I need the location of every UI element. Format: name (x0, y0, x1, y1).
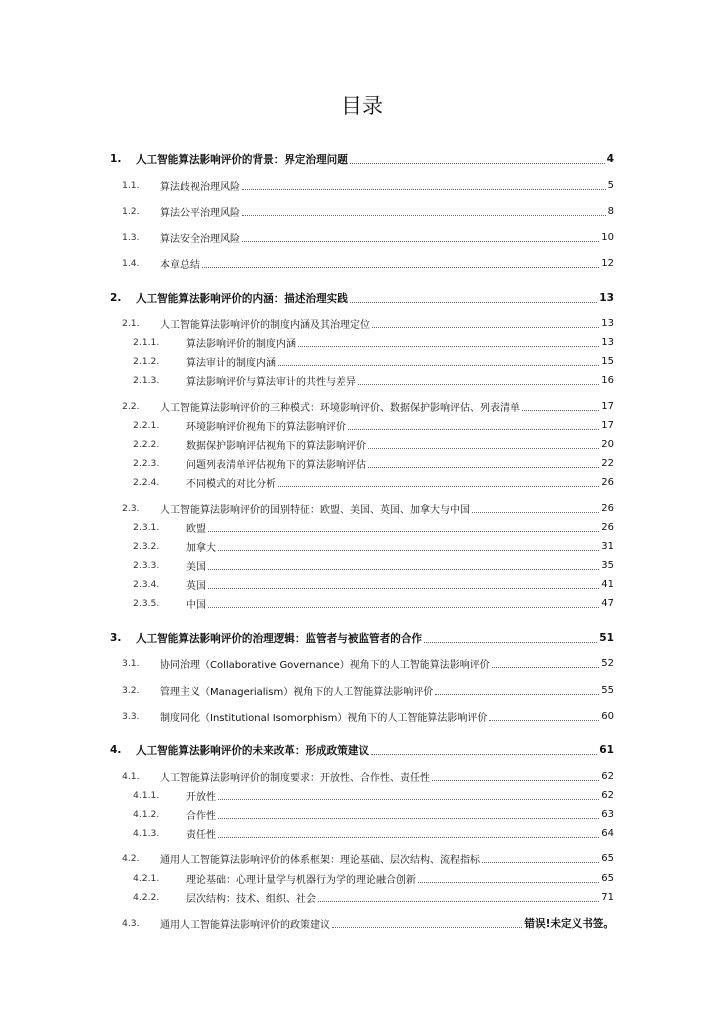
toc-entry-number: 2.3.1. (133, 521, 160, 533)
toc-entry-page: 41 (601, 578, 614, 590)
toc-entry-title: 人工智能算法影响评价的未来改革：形成政策建议 (136, 744, 370, 757)
toc-entry-number: 4.1. (122, 770, 140, 782)
toc-entry-number: 2. (110, 292, 122, 304)
dot-leader (432, 780, 599, 781)
toc-entry-title: 算法审计的制度内涵 (186, 357, 276, 369)
toc-entry-number: 4.2.2. (133, 891, 160, 903)
dot-leader (208, 607, 599, 608)
dot-leader (424, 642, 597, 643)
toc-entry-title: 理论基础：心理计量学与机器行为学的理论融合创新 (186, 874, 416, 886)
dot-leader (208, 588, 599, 589)
toc-entry-number: 2.2. (122, 400, 140, 412)
toc-entry-level2[interactable] (122, 397, 614, 415)
toc-entry-page: 13 (601, 336, 614, 348)
toc-entry-title: 数据保护影响评估视角下的算法影响评价 (186, 440, 366, 452)
toc-entry-number: 4.2.1. (133, 872, 160, 884)
toc-entry-page: 35 (601, 559, 614, 571)
toc-entry-title: 合作性 (186, 810, 216, 822)
toc-entry-level3[interactable] (133, 786, 614, 804)
toc-entry-page: 22 (601, 457, 614, 469)
toc-entry-level3[interactable] (133, 575, 614, 593)
dot-leader (472, 512, 599, 513)
toc-entry-number: 3.3. (122, 710, 140, 722)
dot-leader (278, 486, 599, 487)
toc-entry-title: 算法歧视治理风险 (160, 181, 240, 193)
toc-entry-number: 3.2. (122, 684, 140, 696)
toc-entry-number: 3.1. (122, 657, 140, 669)
toc-entry-title: 加拿大 (186, 542, 216, 554)
toc-entry-page: 5 (607, 179, 614, 191)
toc-entry-page: 16 (601, 374, 614, 386)
toc-entry-title: 协同治理（Collaborative Governance）视角下的人工智能算法影响评价 (160, 659, 490, 671)
toc-entry-number: 2.3. (122, 502, 140, 514)
toc-entry-title: 英国 (186, 580, 206, 592)
dot-leader (418, 882, 599, 883)
toc-entry-title: 人工智能算法影响评价的背景：界定治理问题 (136, 153, 348, 166)
toc-entry-number: 4.3. (122, 917, 140, 929)
toc-entry-title: 美国 (186, 561, 206, 573)
toc-entry-page: 13 (601, 317, 614, 329)
toc-entry-title: 管理主义（Managerialism）视角下的人工智能算法影响评价 (160, 686, 434, 698)
toc-entry-title: 人工智能算法影响评价的内涵：描述治理实践 (136, 292, 348, 305)
toc-entry-title: 人工智能算法影响评价的制度内涵及其治理定位 (160, 319, 370, 331)
toc-entry-title: 开放性 (186, 791, 216, 803)
dot-leader (208, 569, 599, 570)
toc-entry-title: 算法安全治理风险 (160, 233, 240, 245)
page-title: 目录 (341, 94, 383, 118)
dot-leader (348, 429, 599, 430)
toc-entry-number: 1.3. (122, 231, 140, 243)
dot-leader (242, 189, 606, 190)
toc-entry-page: 17 (601, 400, 614, 412)
toc-entry-level1[interactable] (110, 289, 614, 307)
toc-entry-number: 1.4. (122, 257, 140, 269)
dot-leader (202, 267, 599, 268)
toc-entry-level3[interactable] (133, 556, 614, 574)
dot-leader (358, 384, 599, 385)
dot-leader (350, 302, 597, 303)
dot-leader (350, 163, 605, 164)
toc-entry-page: 26 (601, 476, 614, 488)
toc-entry-page: 60 (601, 710, 614, 722)
toc-entry-page: 17 (601, 419, 614, 431)
toc-entry-level3[interactable] (133, 518, 614, 536)
toc-entry-title: 中国 (186, 599, 206, 611)
toc-entry-title: 环境影响评价视角下的算法影响评价 (186, 421, 346, 433)
toc-entry-title: 本章总结 (160, 259, 200, 271)
toc-entry-level1[interactable] (110, 629, 614, 647)
toc-entry-number: 4.2. (122, 852, 140, 864)
toc-entry-level2[interactable] (122, 499, 614, 517)
toc-entry-page: 61 (599, 744, 614, 756)
toc-entry-page: 20 (601, 438, 614, 450)
toc-entry-level1[interactable] (110, 741, 614, 759)
toc-entry-page: 64 (601, 827, 614, 839)
toc-entry-title: 制度同化（Institutional Isomorphism）视角下的人工智能算法影响评价 (160, 712, 488, 724)
toc-entry-title: 算法影响评价与算法审计的共性与差异 (186, 376, 356, 388)
toc-entry-page: 62 (601, 770, 614, 782)
dot-leader (218, 818, 599, 819)
toc-entry-number: 2.2.3. (133, 457, 160, 469)
toc-entry-number: 4.1.2. (133, 808, 160, 820)
toc-entry-number: 2.2.1. (133, 419, 160, 431)
dot-leader (372, 327, 599, 328)
toc-entry-number: 2.3.2. (133, 540, 160, 552)
dot-leader (218, 837, 599, 838)
toc-entry-page: 8 (607, 205, 614, 217)
toc-entry-title: 算法公平治理风险 (160, 207, 240, 219)
dot-leader (332, 927, 522, 928)
toc-entry-page: 15 (601, 355, 614, 367)
toc-entry-number: 1.2. (122, 205, 140, 217)
toc-entry-level3[interactable] (133, 824, 614, 842)
toc-entry-level1[interactable] (110, 150, 614, 168)
dot-leader (371, 754, 597, 755)
toc-entry-title: 通用人工智能算法影响评价的体系框架：理论基础、层次结构、流程指标 (160, 854, 480, 866)
toc-entry-level2[interactable] (122, 254, 614, 272)
toc-entry-level3[interactable] (133, 454, 614, 472)
toc-entry-level3[interactable] (133, 594, 614, 612)
toc-entry-level2[interactable] (122, 849, 614, 867)
toc-entry-title: 人工智能算法影响评价的三种模式：环境影响评价、数据保护影响评估、列表清单 (160, 402, 520, 414)
toc-entry-page: 52 (601, 657, 614, 669)
toc-entry-number: 3. (110, 632, 122, 644)
toc-entry-page: 13 (599, 292, 614, 304)
toc-entry-page: 10 (601, 231, 614, 243)
toc-entry-title: 责任性 (186, 829, 216, 841)
toc-entry-number: 4.1.3. (133, 827, 160, 839)
toc-entry-number: 2.1. (122, 317, 140, 329)
toc-entry-level3[interactable] (133, 473, 614, 491)
toc-entry-level2[interactable] (122, 654, 614, 672)
dot-leader (208, 531, 599, 532)
toc-entry-number: 1. (110, 153, 122, 165)
toc-entry-page: 26 (601, 521, 614, 533)
toc-entry-number: 2.3.3. (133, 559, 160, 571)
dot-leader (318, 901, 599, 902)
toc-entry-level2[interactable] (122, 202, 614, 220)
dot-leader (435, 694, 599, 695)
dot-leader (218, 799, 599, 800)
toc-entry-title: 欧盟 (186, 523, 206, 535)
toc-entry-level3[interactable] (133, 416, 614, 434)
toc-entry-number: 1.1. (122, 179, 140, 191)
toc-entry-level3[interactable] (133, 537, 614, 555)
toc-entry-number: 2.1.3. (133, 374, 160, 386)
dot-leader (242, 215, 606, 216)
toc-entry-title: 不同模式的对比分析 (186, 478, 276, 490)
toc-entry-page: 71 (601, 891, 614, 903)
toc-entry-level3[interactable] (133, 352, 614, 370)
toc-entry-level3[interactable] (133, 435, 614, 453)
toc-entry-title: 人工智能算法影响评价的制度要求：开放性、合作性、责任性 (160, 772, 430, 784)
toc-entry-page: 26 (601, 502, 614, 514)
toc-entry-level3[interactable] (133, 888, 614, 906)
toc-entry-level2[interactable] (122, 228, 614, 246)
toc-entry-title: 算法影响评价的制度内涵 (186, 338, 296, 350)
toc-entry-page: 47 (601, 597, 614, 609)
dot-leader (278, 365, 599, 366)
toc-entry-page: 31 (601, 540, 614, 552)
toc-entry-page: 12 (601, 257, 614, 269)
toc-entry-page: 4 (606, 153, 614, 165)
toc-entry-title: 问题列表清单评估视角下的算法影响评估 (186, 459, 366, 471)
toc-entry-level2[interactable] (122, 176, 614, 194)
toc-entry-number: 4. (110, 744, 122, 756)
dot-leader (298, 346, 599, 347)
toc-entry-page: 错误!未定义书签。 (524, 917, 614, 930)
toc-entry-level2[interactable] (122, 914, 614, 932)
toc-entry-page: 65 (601, 852, 614, 864)
toc-entry-title: 人工智能算法影响评价的治理逻辑：监管者与被监管者的合作 (136, 632, 423, 645)
toc-entry-title: 人工智能算法影响评价的国别特征：欧盟、美国、英国、加拿大与中国 (160, 504, 470, 516)
toc-entry-number: 2.3.4. (133, 578, 160, 590)
toc-entry-page: 55 (601, 684, 614, 696)
toc-entry-level2[interactable] (122, 767, 614, 785)
dot-leader (218, 550, 599, 551)
toc-entry-level3[interactable] (133, 333, 614, 351)
toc-entry-number: 2.2.2. (133, 438, 160, 450)
toc-entry-level2[interactable] (122, 681, 614, 699)
toc-entry-page: 65 (601, 872, 614, 884)
toc-entry-page: 51 (599, 632, 614, 644)
dot-leader (489, 720, 599, 721)
toc-entry-level3[interactable] (133, 805, 614, 823)
toc-entry-number: 4.1.1. (133, 789, 160, 801)
toc-entry-title: 通用人工智能算法影响评价的政策建议 (160, 919, 330, 931)
dot-leader (368, 448, 599, 449)
toc-entry-level3[interactable] (133, 371, 614, 389)
dot-leader (522, 410, 599, 411)
toc-entry-level2[interactable] (122, 707, 614, 725)
toc-entry-page: 63 (601, 808, 614, 820)
toc-entry-page: 62 (601, 789, 614, 801)
toc-entry-number: 2.3.5. (133, 597, 160, 609)
toc-entry-level2[interactable] (122, 314, 614, 332)
dot-leader (492, 667, 600, 668)
toc-entry-number: 2.1.2. (133, 355, 160, 367)
toc-entry-title: 层次结构：技术、组织、社会 (186, 893, 316, 905)
dot-leader (242, 241, 599, 242)
dot-leader (482, 862, 599, 863)
toc-entry-level3[interactable] (133, 869, 614, 887)
toc-entry-number: 2.1.1. (133, 336, 160, 348)
dot-leader (368, 467, 599, 468)
toc-entry-number: 2.2.4. (133, 476, 160, 488)
